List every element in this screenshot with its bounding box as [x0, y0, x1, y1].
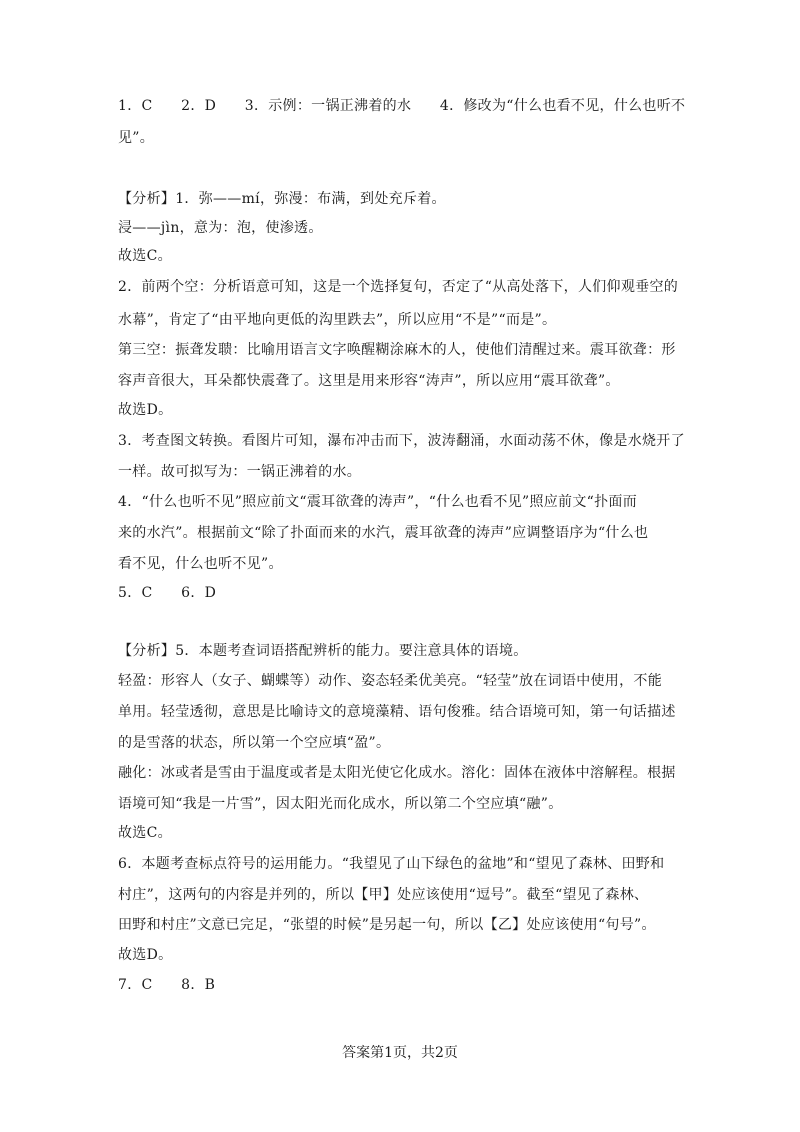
analysis-line-4: 2．前两个空：分析语意可知，这是一个选择复句，否定了“从高处落下，人们仰观垂空的: [118, 279, 679, 295]
page-footer: 答案第1页，共2页: [342, 1045, 458, 1061]
analysis-line-16: 单用。轻莹透彻，意思是比喻诗文的意境藻精、语句俊雅。结合语境可知，第一句话描述: [118, 704, 676, 720]
analysis-line-22: 村庄”，这两句的内容是并列的，所以【甲】处应该使用“逗号”。截至“望见了森林、: [118, 887, 649, 903]
answer-line-2: 见”。: [118, 130, 155, 146]
analysis-line-19: 语境可知“我是一片雪”，因太阳光而化成水，所以第二个空应填“融”。: [118, 796, 563, 812]
analysis-line-20: 故选C。: [118, 825, 172, 841]
answer-line-1: 1．C 2．D 3．示例：一锅正沸着的水 4．修改为“什么也看不见，什么也听不: [118, 98, 686, 114]
analysis-line-8: 故选D。: [118, 402, 173, 418]
analysis-line-12: 来的水汽”。根据前文“除了扑面而来的水汽，震耳欲聋的涛声”应调整语序为“什么也: [118, 525, 649, 541]
analysis-line-7: 容声音很大，耳朵都快震聋了。这里是用来形容“涛声”，所以应用“震耳欲聋”。: [118, 373, 620, 389]
analysis-line-1: 【分析】1．弥——mí，弥漫：布满，到处充斥着。: [118, 191, 446, 207]
analysis-line-2: 浸——jìn，意为：泡，使渗透。: [118, 220, 323, 236]
analysis-line-10: 一样。故可拟写为：一锅正沸着的水。: [118, 464, 362, 480]
analysis-line-15: 轻盈：形容人（女子、蝴蝶等）动作、姿态轻柔优美亮。“轻莹”放在词语中使用，不能: [118, 673, 663, 689]
answer-line-4: 7．C 8．B: [118, 977, 216, 993]
analysis-line-23: 田野和村庄”文意已完足，“张望的时候”是另起一句，所以【乙】处应该使用“句号”。: [118, 917, 656, 933]
analysis-line-17: 的是雪落的状态，所以第一个空应填“盈”。: [118, 735, 391, 751]
analysis-line-18: 融化：冰或者是雪由于温度或者是太阳光使它化成水。溶化：固体在液体中溶解程。根据: [118, 765, 676, 781]
analysis-line-21: 6．本题考查标点符号的运用能力。“我望见了山下绿色的盆地”和“望见了森林、田野和: [118, 856, 665, 872]
analysis-line-9: 3．考查图文转换。看图片可知，瀑布冲击而下，波涛翻涌，水面动荡不休，像是水烧开了: [118, 433, 685, 449]
analysis-line-11: 4．“什么也听不见”照应前文“震耳欲聋的涛声”，“什么也看不见”照应前文“扑面而: [118, 494, 638, 510]
answer-line-3: 5．C 6．D: [118, 585, 217, 601]
analysis-line-14: 【分析】5．本题考查词语搭配辨析的能力。要注意具体的语境。: [118, 643, 528, 659]
analysis-line-3: 故选C。: [118, 248, 172, 264]
analysis-line-6: 第三空：振聋发聩：比喻用语言文字唤醒糊涂麻木的人，使他们清醒过来。震耳欲聋：形: [118, 342, 676, 358]
analysis-line-5: 水幕”，肯定了“由平地向更低的沟里跌去”，所以应用“不是”“而是”。: [118, 312, 557, 328]
analysis-line-24: 故选D。: [118, 947, 173, 963]
analysis-line-13: 看不见，什么也听不见”。: [118, 556, 283, 572]
